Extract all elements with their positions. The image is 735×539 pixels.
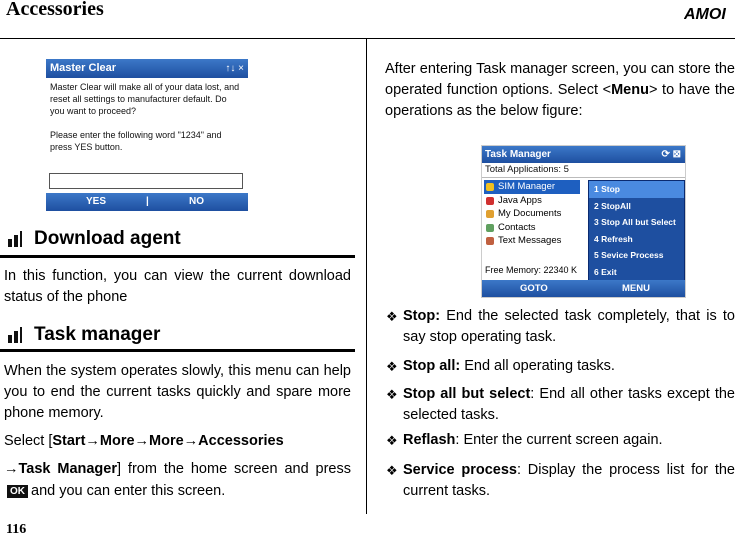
menu-softkey[interactable]: MENU: [622, 283, 650, 294]
softkey-divider: |: [146, 196, 149, 207]
task-manager-heading: [8, 324, 160, 346]
section-rule: [0, 349, 355, 352]
status-icons: ↑↓ ×: [225, 63, 244, 74]
instr-text: Select [: [4, 433, 53, 449]
context-menu: [588, 180, 685, 283]
section-bars-icon: [8, 231, 28, 247]
app-list: [484, 180, 580, 248]
download-agent-text: In this function, you can view the current download status of the phone: [4, 268, 351, 305]
menu-word: Menu: [611, 82, 649, 98]
intro-text: [385, 59, 735, 122]
menu-path: Start→More→More→Accessories: [52, 433, 284, 449]
list-item[interactable]: [484, 180, 580, 194]
amoi-logo: [684, 3, 730, 23]
bullet-desc: : End all other tasks except the selected tasks.: [403, 386, 735, 423]
header-title: Accessories: [6, 0, 104, 20]
bullet-stop-all-but-select: [386, 384, 735, 426]
contacts-icon: [486, 224, 494, 232]
app-label: Text Messages: [498, 235, 562, 246]
goto-softkey[interactable]: GOTO: [520, 283, 548, 294]
section-bars-icon: [8, 327, 28, 343]
bullet-service-process: [386, 460, 735, 502]
diamond-bullet-icon: ❖: [386, 463, 398, 478]
column-divider: [366, 39, 367, 514]
screen-title: Task Manager: [485, 149, 551, 160]
sim-icon: [486, 183, 494, 191]
no-softkey[interactable]: NO: [189, 196, 204, 207]
menu-item-stopall[interactable]: 2 StopAll: [594, 200, 631, 211]
dialog-line: you want to proceed?: [50, 106, 137, 116]
menu-item-stop-all-but-select[interactable]: 3 Stop All but Select: [594, 217, 676, 227]
menu-item-service-process[interactable]: 5 Sevice Process: [594, 250, 664, 260]
bullet-term: Service process: [403, 462, 517, 478]
dialog-line: press YES button.: [50, 142, 123, 152]
bullet-desc: : Display the process list for the current tasks.: [403, 462, 735, 499]
download-agent-heading: [8, 228, 181, 250]
bullet-reflash: [386, 430, 735, 451]
heading-text: Download agent: [34, 228, 181, 249]
list-item[interactable]: [484, 207, 580, 221]
bullet-term: Stop all:: [403, 358, 461, 374]
diamond-bullet-icon: ❖: [386, 359, 398, 374]
bullet-term: Stop all but select: [403, 386, 531, 402]
task-manager-instructions: [4, 430, 351, 502]
bullet-term: Reflash: [403, 432, 456, 448]
bullet-stop: [386, 306, 735, 348]
dialog-line: Master Clear will make all of your data lost, and: [50, 82, 240, 92]
app-label: SIM Manager: [498, 181, 556, 192]
diamond-bullet-icon: ❖: [386, 309, 398, 324]
app-label: Contacts: [498, 221, 536, 233]
dialog-line: Please enter the following word "1234" and: [50, 130, 222, 140]
status-icons: ⟳ ⊠: [661, 149, 681, 160]
menu-item-exit[interactable]: 6 Exit: [594, 266, 617, 277]
softkey-bar: [482, 280, 685, 297]
documents-icon: [486, 210, 494, 218]
master-clear-screenshot: [46, 59, 248, 211]
list-item[interactable]: [484, 221, 580, 235]
menu-path-2: →Task Manager: [4, 461, 117, 477]
menu-item-stop[interactable]: 1 Stop: [589, 181, 684, 198]
diamond-bullet-icon: ❖: [386, 433, 398, 448]
intro-part: After entering Task manager screen, you can store the operated function options. Select <: [385, 61, 735, 98]
header-rule: [0, 38, 735, 39]
messages-icon: [486, 237, 494, 245]
list-item[interactable]: [484, 234, 580, 248]
softkey-bar: [46, 193, 248, 211]
page-number: 116: [6, 522, 27, 537]
heading-text: Task manager: [34, 324, 161, 345]
screen-title: Master Clear: [50, 62, 117, 74]
menu-item-refresh[interactable]: 4 Refresh: [594, 233, 633, 244]
bullet-desc: : Enter the current screen again.: [455, 432, 663, 448]
task-manager-text: When the system operates slowly, this menu can help you to end the current tasks quickly and spare more phone memory.: [4, 363, 351, 421]
dialog-line: reset all settings to manufacturer default. Do: [50, 94, 227, 104]
section-rule: [0, 255, 355, 258]
intro-part: > to have the operations as the below figure:: [385, 82, 735, 119]
screen-title-bar: [482, 146, 685, 163]
yes-softkey[interactable]: YES: [86, 196, 107, 207]
list-item[interactable]: [484, 194, 580, 208]
bullet-term: Stop:: [403, 308, 441, 324]
bullet-desc: End all operating tasks.: [460, 358, 615, 374]
free-memory: Free Memory: 22340 K: [485, 265, 578, 275]
code-input[interactable]: [49, 173, 243, 189]
diamond-bullet-icon: ❖: [386, 387, 398, 402]
bullet-desc: End the selected task completely, that is to say stop operating task.: [403, 308, 735, 345]
instr-text: ] from the home screen and press: [117, 461, 351, 477]
total-apps: Total Applications: 5: [482, 163, 685, 178]
app-label: My Documents: [498, 208, 562, 219]
svg-text:AMOI: AMOI: [684, 6, 726, 23]
instr-text: and you can enter this screen.: [31, 483, 226, 499]
task-manager-screenshot: [481, 145, 686, 298]
java-icon: [486, 197, 494, 205]
bullet-stop-all: [386, 356, 735, 377]
screen-title-bar: [46, 59, 248, 78]
dialog-text: [46, 78, 248, 156]
ok-key-icon: OK: [7, 485, 28, 498]
app-label: Java Apps: [498, 194, 542, 206]
